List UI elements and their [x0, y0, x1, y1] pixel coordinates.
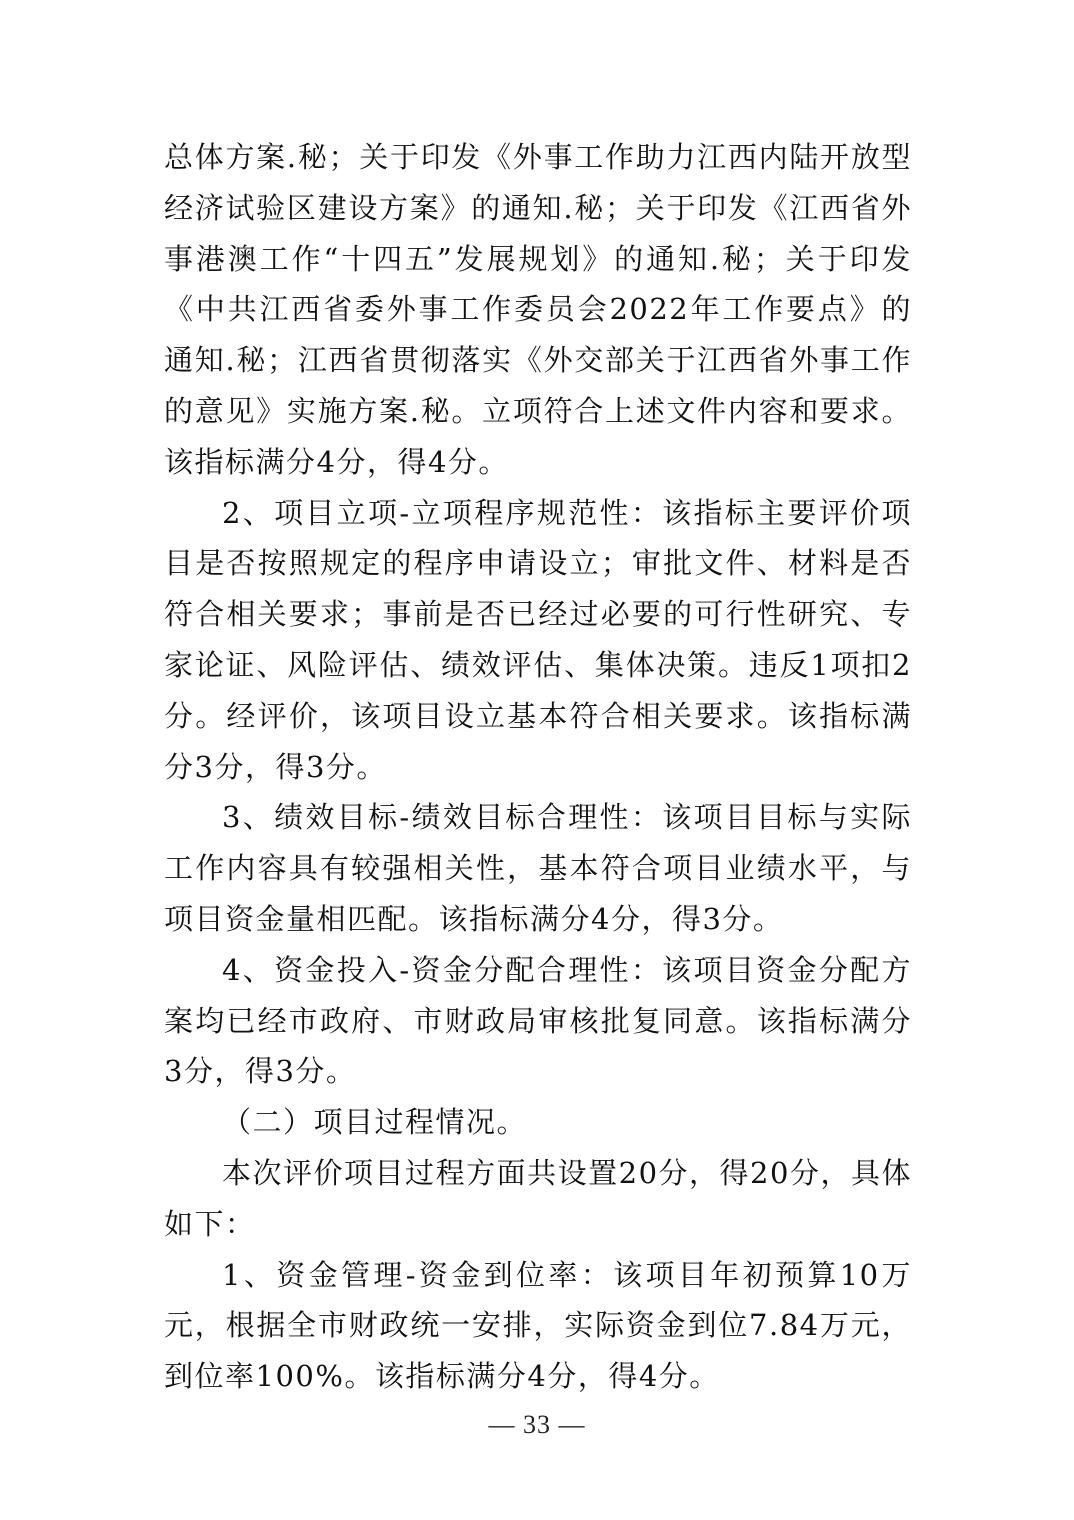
paragraph-item-1-fund-arrival-rate: 1、资金管理-资金到位率：该项目年初预算10万元，根据全市财政统一安排，实际资金到位7.84万元，到位率100%。该指标满分4分，得4分。 — [164, 1257, 912, 1394]
paragraph-continued-approval-basis: 总体方案.秘；关于印发《外事工作助力江西内陆开放型经济试验区建设方案》的通知.秘；关于印发《江西省外事港澳工作“十四五”发展规划》的通知.秘；关于印发《中共江西省委外事工作委员会2022年工作要点》的通知.秘；江西省贯彻落实《外交部关于江西省外事工作的意见》实施方案.秘。立项符合上述文件内容和要求。该指标满分4分，得4分。 — [164, 140, 912, 479]
section-heading-project-process: （二）项目过程情况。 — [222, 1105, 528, 1140]
paragraph-item-4-fund-allocation: 4、资金投入-资金分配合理性：该项目资金分配方案均已经市政府、市财政局审核批复同意。该指标满分3分，得3分。 — [164, 952, 912, 1089]
paragraph-process-summary: 本次评价项目过程方面共设置20分，得20分，具体如下： — [164, 1155, 912, 1241]
paragraph-item-3-performance-target: 3、绩效目标-绩效目标合理性：该项目目标与实际工作内容具有较强相关性，基本符合项目业绩水平，与项目资金量相匹配。该指标满分4分，得3分。 — [164, 800, 912, 936]
document-body — [164, 132, 912, 1402]
paragraph-item-2-procedure-compliance: 2、项目立项-立项程序规范性：该指标主要评价项目是否按照规定的程序申请设立；审批文件、材料是否符合相关要求；事前是否已经过必要的可行性研究、专家论证、风险评估、绩效评估、集体决策。违反1项扣2分。经评价，该项目设立基本符合相关要求。该指标满分3分，得3分。 — [164, 495, 912, 784]
page-number: — 33 — — [488, 1410, 586, 1439]
